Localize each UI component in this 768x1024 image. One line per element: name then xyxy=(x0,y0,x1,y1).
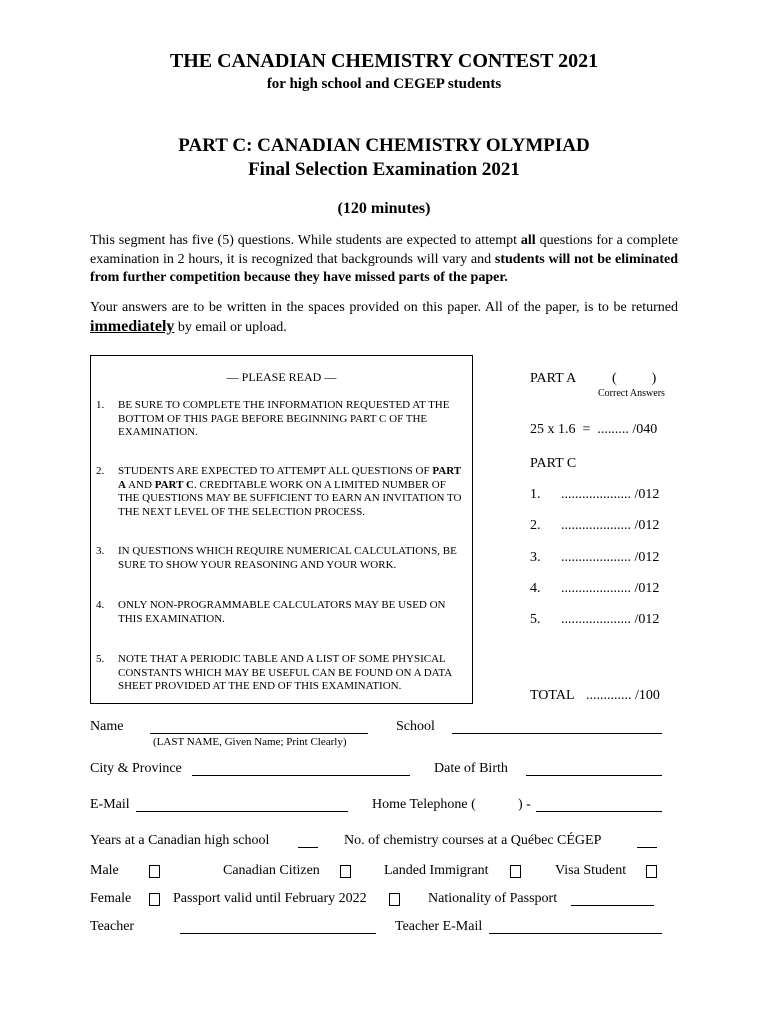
intro-paragraph-1 xyxy=(90,232,678,288)
score-row-5 xyxy=(530,612,660,628)
rule-number: 2. xyxy=(96,465,105,477)
please-read-title: — PLEASE READ — xyxy=(226,370,337,384)
courses-label: No. of chemistry courses at a Québec CÉGEP xyxy=(344,833,602,848)
part-a-correct-field[interactable]: ( ) xyxy=(612,371,657,386)
intro-text: This segment has five (5) questions. While students are expected to attempt xyxy=(90,233,521,248)
teacher-label: Teacher xyxy=(90,919,135,934)
citizen-label: Canadian Citizen xyxy=(223,863,320,878)
rule-item xyxy=(96,545,468,572)
teacher-email-field[interactable] xyxy=(489,919,662,934)
score-row-2 xyxy=(530,518,660,534)
rule-text: IN QUESTIONS WHICH REQUIRE NUMERICAL CALCULATIONS, BE SURE TO SHOW YOUR REASONING AND YOUR WORK. xyxy=(118,545,457,571)
score-number: 2. xyxy=(530,518,541,533)
city-field[interactable] xyxy=(192,761,410,776)
rule-number: 5. xyxy=(96,653,105,665)
name-label: Name xyxy=(90,719,124,734)
courses-field[interactable] xyxy=(637,833,657,848)
score-row-3 xyxy=(530,550,660,566)
intro-emphasis-immediately: immediately xyxy=(90,317,175,335)
rule-text: NOTE THAT A PERIODIC TABLE AND A LIST OF SOME PHYSICAL CONSTANTS WHICH MAY BE USEFUL CAN BE FOUND ON A DATA SHEET PROVIDED AT THE END OF THIS EXAMINATION. xyxy=(118,653,452,692)
rule-item xyxy=(96,653,468,694)
rule-text: BE SURE TO COMPLETE THE INFORMATION REQUESTED AT THE BOTTOM OF THIS PAGE BEFORE BEGINNING PART C OF THE EXAMINATION. xyxy=(118,399,450,438)
please-read-box xyxy=(90,355,473,704)
score-field[interactable]: .................... /012 xyxy=(561,487,660,502)
score-field[interactable]: .................... /012 xyxy=(561,581,660,596)
years-field[interactable] xyxy=(298,833,318,848)
phone-label: Home Telephone ( xyxy=(372,797,476,812)
rule-item xyxy=(96,465,468,519)
visa-label: Visa Student xyxy=(555,863,627,878)
rule-text-part: STUDENTS ARE EXPECTED TO ATTEMPT ALL QUESTIONS OF xyxy=(118,465,433,477)
school-field[interactable] xyxy=(452,719,662,734)
teacher-field[interactable] xyxy=(180,919,376,934)
part-a-calc: 25 x 1.6 = ......... /040 xyxy=(530,422,658,437)
female-label: Female xyxy=(90,891,132,906)
score-number: 5. xyxy=(530,612,541,627)
name-hint: (LAST NAME, Given Name; Print Clearly) xyxy=(153,736,347,748)
score-number: 1. xyxy=(530,487,541,502)
rule-item xyxy=(96,599,468,626)
dob-label: Date of Birth xyxy=(434,761,508,776)
female-checkbox[interactable] xyxy=(149,893,160,906)
intro-paragraph-2 xyxy=(90,299,678,337)
intro-text: Your answers are to be written in the spaces provided on this paper. All of the paper, is to be returned xyxy=(90,300,678,315)
citizen-checkbox[interactable] xyxy=(340,865,351,878)
intro-text: questions for a complete examination in 2 hours, it is recognized that backgrounds will vary and xyxy=(90,233,678,267)
rule-emphasis: PART A xyxy=(118,465,461,491)
score-number: 4. xyxy=(530,581,541,596)
landed-checkbox[interactable] xyxy=(510,865,521,878)
score-field[interactable]: .................... /012 xyxy=(561,518,660,533)
phone-paren: ) - xyxy=(518,797,531,812)
rule-number: 3. xyxy=(96,545,105,557)
male-option xyxy=(90,863,119,879)
total-label: TOTAL xyxy=(530,688,575,703)
rule-emphasis: PART C xyxy=(154,478,194,491)
duration: (120 minutes) xyxy=(337,200,431,217)
score-row-1 xyxy=(530,487,660,503)
rule-number: 1. xyxy=(96,399,105,411)
school-label: School xyxy=(396,719,435,734)
contest-title: THE CANADIAN CHEMISTRY CONTEST 2021 xyxy=(169,50,599,72)
score-field[interactable]: .................... /012 xyxy=(561,612,660,627)
intro-text: by email or upload. xyxy=(174,319,287,335)
rule-text-part: AND xyxy=(125,478,155,491)
dob-field[interactable] xyxy=(526,761,662,776)
intro-emphasis-all: all xyxy=(520,233,536,248)
score-number: 3. xyxy=(530,550,541,565)
name-field[interactable] xyxy=(150,719,368,734)
exam-title: Final Selection Examination 2021 xyxy=(248,159,520,180)
rule-number: 4. xyxy=(96,599,105,611)
total-field[interactable]: ............. /100 xyxy=(586,688,660,703)
rule-text xyxy=(96,465,468,519)
part-a-label: PART A xyxy=(530,371,577,386)
phone-field[interactable] xyxy=(536,797,662,812)
email-label: E-Mail xyxy=(90,797,130,812)
rule-text-part: . CREDITABLE WORK ON A LIMITED NUMBER OF THE QUESTIONS MAY BE SUFFICIENT TO EARN AN INVITATION TO THE NEXT LEVEL OF THE SELECTION PROCESS. xyxy=(118,478,462,518)
city-label: City & Province xyxy=(90,761,182,776)
years-label: Years at a Canadian high school xyxy=(90,833,270,848)
score-field[interactable]: .................... /012 xyxy=(561,550,660,565)
visa-checkbox[interactable] xyxy=(646,865,657,878)
rule-text: ONLY NON-PROGRAMMABLE CALCULATORS MAY BE USED ON THIS EXAMINATION. xyxy=(118,599,446,625)
rule-item xyxy=(96,399,468,440)
male-checkbox[interactable] xyxy=(149,865,160,878)
contest-subtitle: for high school and CEGEP students xyxy=(266,76,502,92)
passport-checkbox[interactable] xyxy=(389,893,400,906)
nationality-label: Nationality of Passport xyxy=(428,891,558,906)
intro-emphasis: students will not be eliminated from further competition because they have missed parts of the paper. xyxy=(90,251,679,285)
part-title: PART C: CANADIAN CHEMISTRY OLYMPIAD xyxy=(178,135,590,156)
male-label: Male xyxy=(90,863,119,878)
correct-answers-label: Correct Answers xyxy=(598,388,665,399)
landed-label: Landed Immigrant xyxy=(384,863,489,878)
email-field[interactable] xyxy=(136,797,348,812)
score-row-4 xyxy=(530,581,660,597)
part-c-label: PART C xyxy=(530,456,577,471)
teacher-email-label: Teacher E-Mail xyxy=(395,919,483,934)
passport-label: Passport valid until February 2022 xyxy=(173,891,367,906)
nationality-field[interactable] xyxy=(571,891,654,906)
